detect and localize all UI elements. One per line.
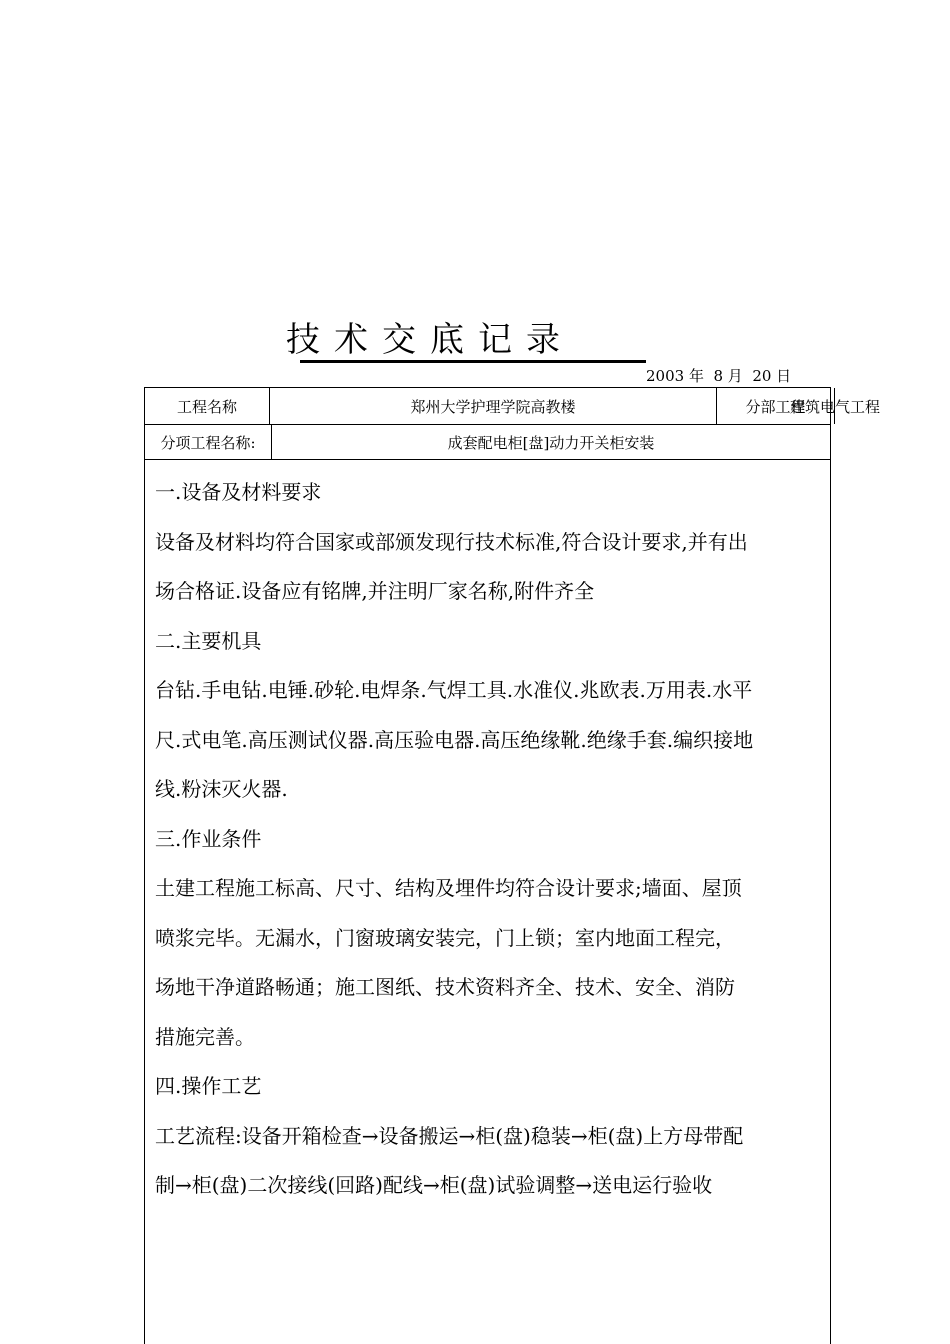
- content-line: 场地干净道路畅通；施工图纸、技术资料齐全、技术、安全、消防: [155, 975, 735, 999]
- content-line: 场合格证.设备应有铭牌,并注明厂家名称,附件齐全: [155, 579, 595, 603]
- subitem-row: [145, 425, 830, 460]
- content-line: 四.操作工艺: [155, 1074, 262, 1098]
- project-name-value: 郑州大学护理学院高教楼: [270, 388, 717, 424]
- record-sheet: [144, 387, 881, 1344]
- record-date: 2003 年 8 月 20 日: [646, 367, 792, 385]
- subitem-name-label: 分项工程名称:: [145, 425, 272, 459]
- content-line: 尺.式电笔.高压测试仪器.高压验电器.高压绝缘靴.绝缘手套.编织接地: [155, 727, 754, 752]
- content-line: 一.设备及材料要求: [155, 480, 322, 504]
- content-line: 台钻.手电钻.电锤.砂轮.电焊条.气焊工具.水准仪.兆欧表.万用表.水平: [155, 678, 753, 702]
- content-line: 制→柜(盘)二次接线(回路)配线→柜(盘)试验调整→送电运行验收: [155, 1173, 713, 1197]
- content-line: 喷浆完毕。无漏水，门窗玻璃安装完，门上锁；室内地面工程完，: [155, 925, 735, 950]
- content-line: 措施完善。: [155, 1024, 255, 1049]
- content-line: 土建工程施工标高、尺寸、结构及埋件均符合设计要求;墙面、屋顶: [155, 876, 742, 900]
- disclosure-content: [155, 468, 825, 1211]
- title-underline: [300, 360, 646, 363]
- division-label: 分部工程: [717, 388, 835, 424]
- content-line: 工艺流程:设备开箱检查→设备搬运→柜(盘)稳装→柜(盘)上方母带配: [155, 1123, 744, 1148]
- project-row: 工程名称 郑州大学护理学院高教楼 分部工程 建筑电气工程: [145, 388, 830, 425]
- document-title: 技术交底记录: [286, 320, 574, 360]
- subitem-name-value: 成套配电柜[盘]动力开关柜安装: [447, 433, 655, 452]
- content-line: 设备及材料均符合国家或部颁发现行技术标准,符合设计要求,并有出: [155, 529, 748, 554]
- project-name-label: 工程名称: [145, 388, 270, 424]
- content-line: 二.主要机具: [155, 628, 262, 653]
- content-line: 三.作业条件: [155, 826, 262, 851]
- content-line: 线.粉沫灭火器.: [155, 777, 288, 801]
